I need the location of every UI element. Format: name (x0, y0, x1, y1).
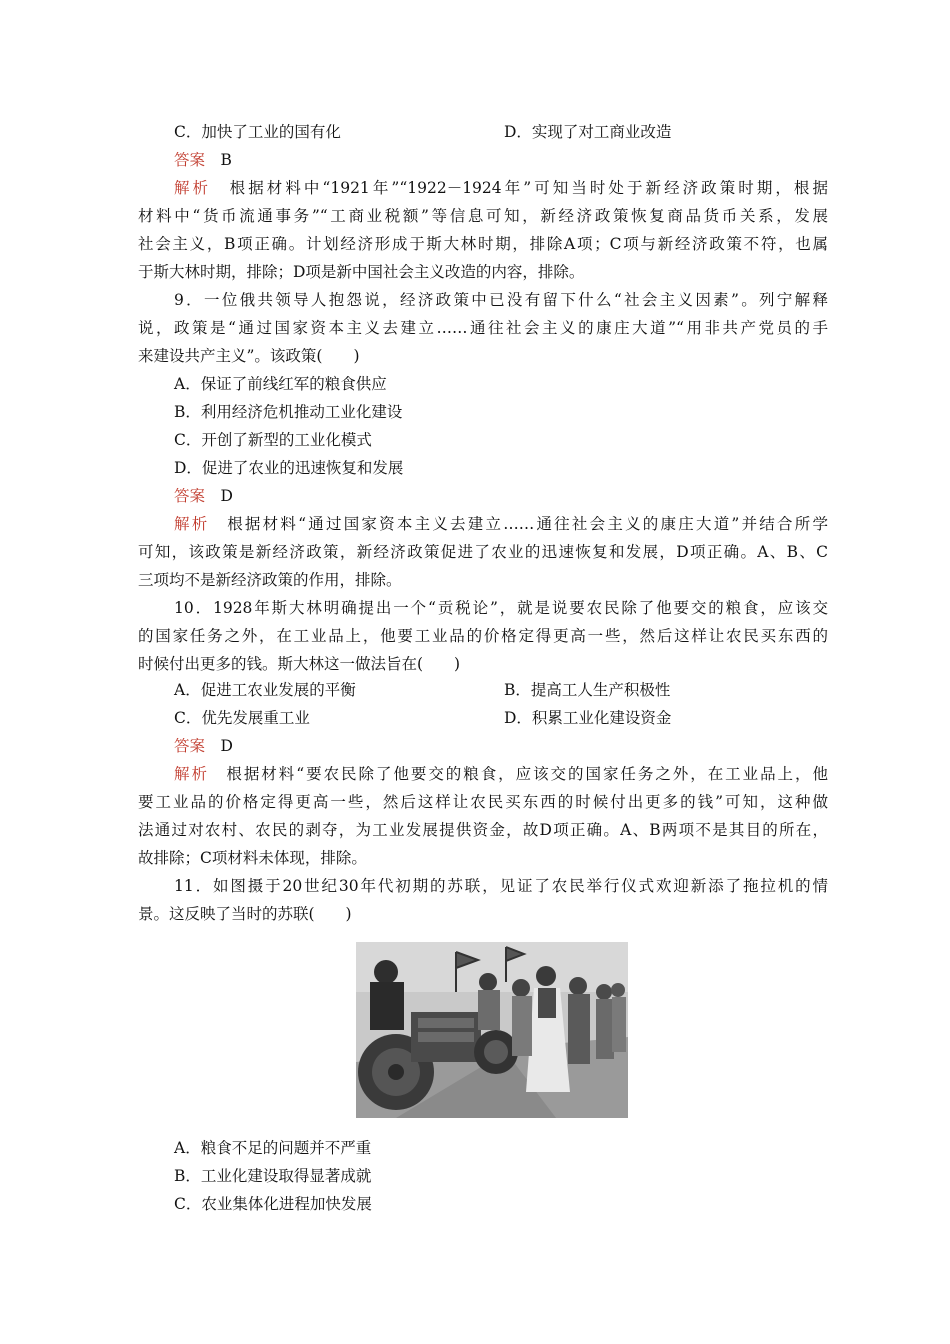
q9-stem-line: 9．一位俄共领导人抱怨说，经济政策中已没有留下什么“社会主义因素”。列宁解释 (174, 291, 828, 309)
q8-explanation-line: 社会主义，B项正确。计划经济形成于斯大林时期，排除A项；C项与新经济政策不符，也属 (138, 235, 828, 253)
q10-explanation-line: 要工业品的价格定得更高一些，然后这样让农民买东西的时候付出更多的钱”可知，这种做 (138, 793, 828, 811)
q10-option-d: D．积累工业化建设资金 (504, 709, 672, 727)
q11-stem-line: 11．如图摄于20世纪30年代初期的苏联，见证了农民举行仪式欢迎新添了拖拉机的情 (174, 877, 828, 895)
q11-option-a: A．粮食不足的问题并不严重 (174, 1139, 372, 1157)
tractor-photo-drawing (356, 942, 628, 1118)
q9-explanation-line: 解析 根据材料“通过国家资本主义去建立……通往社会主义的康庄大道”并结合所学 (174, 515, 828, 533)
q10-stem-line: 的国家任务之外，在工业品上，他要工业品的价格定得更高一些，然后这样让农民买东西的 (138, 627, 828, 645)
q10-explanation-line: 故排除；C项材料未体现，排除。 (138, 849, 367, 867)
q9-stem-line: 说，政策是“通过国家资本主义去建立……通往社会主义的康庄大道”“用非共产党员的手 (138, 319, 828, 337)
q9-explanation-line: 可知，该政策是新经济政策，新经济政策促进了农业的迅速恢复和发展，D项正确。A、B、C (138, 543, 828, 561)
explanation-label: 解析 (174, 765, 209, 783)
answer-label: 答案 (174, 487, 206, 505)
answer-value: B (220, 151, 232, 169)
q8-explanation-line: 于斯大林时期，排除；D项是新中国社会主义改造的内容，排除。 (138, 263, 585, 281)
q11-option-c: C．农业集体化进程加快发展 (174, 1195, 372, 1213)
q8-option-d: D．实现了对工商业改造 (504, 123, 672, 141)
q10-explanation-line: 法通过对农村、农民的剥夺，为工业发展提供资金，故D项正确。A、B两项不是其目的所在， (138, 821, 828, 839)
q10-stem-line: 10．1928年斯大林明确提出一个“贡税论”，就是说要农民除了他要交的粮食，应该交 (174, 599, 828, 617)
q9-option-a: A．保证了前线红军的粮食供应 (174, 375, 387, 393)
q9-option-b: B．利用经济危机推动工业化建设 (174, 403, 403, 421)
explanation-label: 解析 (174, 515, 210, 533)
tractor-photo (356, 942, 628, 1118)
q9-answer (174, 482, 233, 510)
q9-stem-line: 来建设共产主义”。该政策( ) (138, 347, 360, 365)
q8-explanation-line: 解析 根据材料中“1921年”“1922－1924年”可知当时处于新经济政策时期，根据 (174, 179, 828, 197)
answer-label: 答案 (174, 151, 206, 169)
q10-option-a: A．促进工农业发展的平衡 (174, 681, 356, 699)
q8-option-c: C．加快了工业的国有化 (174, 123, 341, 141)
q9-option-c: C．开创了新型的工业化模式 (174, 431, 372, 449)
q8-answer (174, 146, 232, 174)
q8-explanation-line: 材料中“货币流通事务”“工商业税额”等信息可知，新经济政策恢复商品货币关系，发展 (138, 207, 828, 225)
q10-stem-line: 时候付出更多的钱。斯大林这一做法旨在( ) (138, 655, 461, 673)
answer-label: 答案 (174, 737, 206, 755)
q11-option-b: B．工业化建设取得显著成就 (174, 1167, 372, 1185)
q9-option-d: D．促进了农业的迅速恢复和发展 (174, 459, 404, 477)
q10-option-c: C．优先发展重工业 (174, 709, 310, 727)
q10-explanation-line: 解析 根据材料“要农民除了他要交的粮食，应该交的国家任务之外，在工业品上，他 (174, 765, 828, 783)
q10-answer (174, 732, 233, 760)
q11-stem-line: 景。这反映了当时的苏联( ) (138, 905, 352, 923)
answer-value: D (220, 487, 233, 505)
answer-value: D (220, 737, 233, 755)
explanation-label: 解析 (174, 179, 212, 197)
q10-option-b: B．提高工人生产积极性 (504, 681, 671, 699)
q9-explanation-line: 三项均不是新经济政策的作用，排除。 (138, 571, 402, 589)
